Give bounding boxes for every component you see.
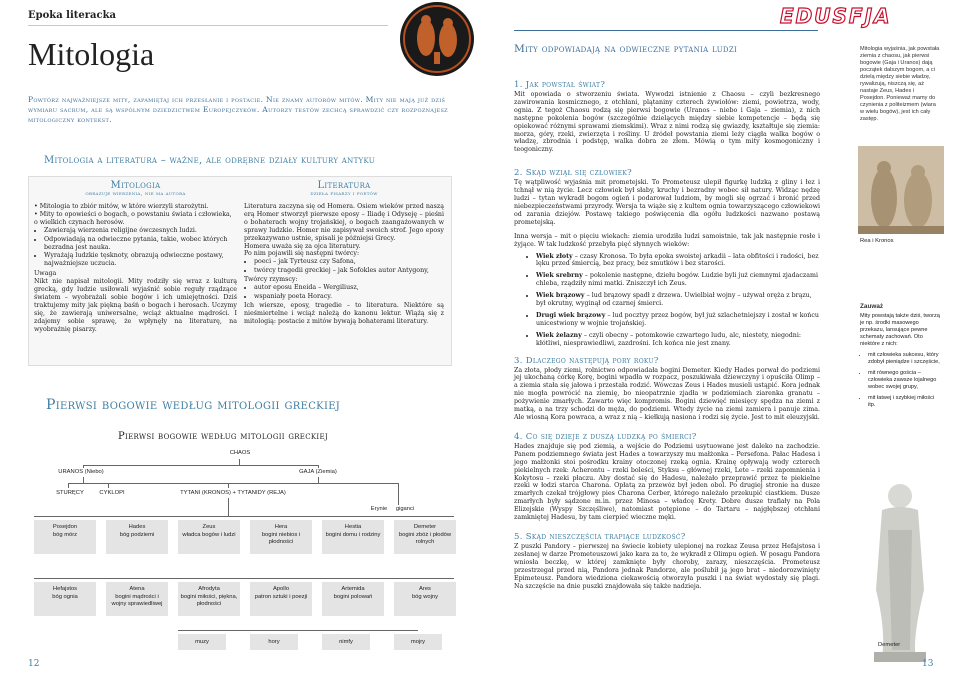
tree-node-erynie: Erynie [370, 506, 388, 512]
demeter-caption: Demeter [878, 642, 901, 648]
uwaga-heading: Zauważ [860, 303, 884, 310]
list-item: • twórcy tragedii greckiej – jak Sofokles autor Antygony, [254, 267, 444, 275]
literature-title: Literatura [317, 180, 371, 191]
tree-node-gen2-4 [322, 582, 384, 616]
tree-node-uranos: URANOS (Niebo) [58, 469, 104, 475]
tree-node-chaos: CHAOS [229, 450, 251, 456]
header-rule [28, 25, 388, 26]
tree-node-gen3-0 [178, 634, 226, 650]
tree-node-name: muzy [195, 639, 209, 645]
tree-node-name: Artemida [341, 586, 365, 592]
list-item: • Drugi wiek brązowy – lud pocztyy przez bogów, był już szlachetniejszy i został w końcu unicestwiony w wojnie trojańskiej. [536, 312, 820, 328]
demeter-image [852, 470, 946, 662]
main-column [514, 80, 820, 590]
section1-title: Mitologia a literatura – ważne, ale odrębne działy kultury antyku [44, 155, 375, 166]
mythology-subtitle: obrazuje wierzenia, nie ma autora [85, 191, 186, 197]
q3-heading: 3. Dlaczego następują pory roku? [514, 355, 659, 366]
page-title: Mitologia [28, 36, 155, 72]
q1-heading: 1. Jak powstał świat? [514, 80, 606, 90]
mythology-bullets [34, 227, 237, 269]
tree-node-cyklopi: CYKLOPI [99, 490, 125, 496]
tree-node-name: Hestia [344, 524, 362, 530]
uwaga-box [860, 303, 940, 410]
family-tree [28, 428, 460, 658]
side-note: Mitologia wyjaśnia, jak powstała ziemia z chaosu, jak pierwsi bogowie (Gaja i Uranos) dają początek dalszym bogom, a ci dzielą między siebie władzę, rywalizują, niszczą się, aż nastaje Zeus, Hades i Posejdon. Ponieważ mamy do czynienia z politeizmem (wiara w wielu bogów), jest ich cały zastęp. [860, 46, 940, 122]
tree-node-gen2-3 [250, 582, 312, 616]
page-number-left: 12 [28, 659, 40, 669]
tree-node-desc: bogini zbóż i płodów rolnych [398, 532, 452, 545]
tree-node-5 [394, 520, 456, 554]
uwaga-list [860, 352, 940, 409]
literature-p3: Po nim pojawili się następni twórcy: [244, 250, 360, 258]
tree-node-tytani: TYTANI (KRONOS) + TYTANIDY (REJA) [180, 490, 286, 496]
right-page [480, 0, 960, 673]
tree-node-name: Hefajstos [52, 586, 78, 592]
tree-node-desc: bogini domu i rodziny [325, 532, 381, 538]
list-item: • Wiek żelazny – czyli obecny – potomkowie czwartego ludu, alc, niestety, niegodni: kłótliwi, niesprawiedliwi, zazdrośni. Ich końca nie jest znany. [536, 332, 820, 348]
literature-p4: Twórcy rzymscy: [244, 276, 298, 284]
tree-node-2 [178, 520, 240, 554]
list-item: • Wiek brązowy – lud brązowy spadł z drzewa. Uwielbiał wojny – używał oręża z brązu, był okrutny, wyginął od czarnej śmierci. [536, 292, 820, 308]
tree-node-desc: bogini miłości, piękna, płodności [180, 594, 238, 607]
q1-text: Mit opowiada o stworzeniu świata. Wywodzi istnienie z Chaosu – czyli bezkresnego zawirowania kosmicznego, z otchłani, plątaniny czterech żywiołów: ziemi, powietrza, wody, ognia. Z tegoż Chaosu rodzą się pierwsi bogowie (Uranos – niebo i Gaja – ziemia), z nich następne pokolenia bogów (szczególnie dzielących między siebie kompetencje – będą się opiekować różnymi sprawami ziemskimi). Wraz z nimi rodzą się gwiazdy, kształtuje się ziemia: morza, góry, rzeki, zwierzęta i rośliny. U źródeł powstania ziemi leży ciągła walka bogów o władzę, zbrodnia i podstęp, walka dobra ze złem. Mówią o tym mity kosmogoniczny i teogoniczny. [514, 91, 820, 154]
tree-node-0 [34, 520, 96, 554]
mythology-column [34, 180, 237, 334]
rea-kronos-caption: Rea i Kronos [860, 238, 894, 244]
tree-node-4 [322, 520, 384, 554]
tree-node-name: nimfy [339, 639, 353, 645]
tree-node-name: Afrodyta [198, 586, 220, 592]
tree-node-gaja: GAJA (Ziemia) [299, 469, 337, 475]
tree-node-gen2-2 [178, 582, 240, 616]
q2-text: Tę wątpliwość wyjaśnia mit prometejski. To Prometeusz ulepił figurkę ludzką z gliny i łez i tchnął w nią życie. Lecz człowiek był słaby, kruchy i bezradny wobec sił natury. Widząc nędzę ludzi – tytan wykradł bogom ogień i podarował ludziom, by mogli się ogrzać i bronić przed niebezpieczeństwami przyrody. Wersja ta wiąże się z kultem ognia towarzyszącego człowiekowi od zarania dziejów. Postawę takiego poświęcenia dla ogółu ludzkości nazwano postawą prometejską. [514, 179, 820, 226]
list-item: • autor eposu Eneida – Wergiliusz, [254, 284, 444, 292]
q4-text: Hades znajduje się pod ziemią, a wejście do Podziemi usytuowane jest daleko na zachodzie. Panem podziemnego świata jest Hades a towarzyszy mu małżonka – Persefona. Pałac Hadesa i jego małżonki stoi pośrodku krainy otoczonej rzeką ognia. Krainę opływają wody czterech piekielnych rzek: Acherontu – rzeki boleści, Styksu – głównej rzeki, Lete – rzeki zapomnienia i Kokytosu – rzeki płaczu. Aby dostać się do Hadesu, należało przeprawić przez te piekielne rzeki w łodzi starca Charona. Opłatą za przewóz był jeden obol. Po drugiej stronie na dusze zmarłych czekał trójgłowy pies Charona Cerber, którego należało przekupić ciastkiem. Dusze zmarłych były sądzone m.in. przez Minosa – władcę Krety. Dobre dusze trafiały na Pola Elizejskie (Wyspy Szczęśliwe), natomiast potępione – do Tartaru – najgłębszej otchłani zamkniętej Hadesu, by tam cierpieć wieczne męki. [514, 442, 820, 522]
literature-p1: Literatura zaczyna się od Homera. Osiem wieków przed naszą erą Homer stworzył pierwsze eposy – Iliadę i Odyseję – pieśni o bohaterach wojny trojańskiej, o bogach zaangażowanych w sprawy ludzkie. Homer nie zapisywał swoich strof. Jego eposy przekazywano ustnie, spisali je późniejsi Grecy. [244, 203, 444, 242]
list-item: • mit równego gościa – człowieka zawsze lojalnego wobec swojej grupy, [868, 370, 940, 391]
q2-text2: Inna wersja – mit o pięciu wiekach: ziemia urodziła ludzi samoistnie, tak jak następnie rosłe i żyjące. W tak ludzkość przebyła pięć słynnych wieków: [514, 232, 820, 248]
tree-node-sturecy: STURĘCY [56, 490, 84, 496]
tree-node-desc: bogini mądrości i wojny sprawiedliwej [111, 594, 163, 607]
mythology-lead: • Mitologia to zbiór mitów, w które wierzyli starożytni. [34, 203, 209, 210]
tree-node-giganci: giganci [395, 506, 415, 512]
list-item: • Wiek srebrny – pokolenie następne, dziełu bogów. Ludzie byli już ciemnymi zjadaczami chleba, rządziły nimi matki. Zniszczył ich Zeus. [536, 272, 820, 288]
tree-node-gen3-1 [250, 634, 298, 650]
q5-text: Z puszki Pandory – pierwszej na świecie kobiety ulepionej na rozkaz Zeusa przez Hefajstosa i zesłanej w darze Prometeuszowi jako kara za to, że wykradł z Olimpu ogień. W posagu Pandora wniosła beczkę, w której zamknięte były choroby, zarazy, nieszczęścia. Prometeusz przestrzegał przed nią, Pandora jednak Pandorze, ale poślubił ją jego brat – niedorozwinięty Epimeteusz. Pandora wiedziona ciekawością otworzyła puszki i na świat wydostały się plagi. Na szczęście na dnie puszki znajdowała się także nadzieja. [514, 542, 820, 590]
q5-heading: 5. Skąd nieszczęścia trapiące ludzkość? [514, 531, 686, 542]
intro-text: Powtórz najważniejsze mity, zapamiętaj ich przesłanie i postacie. Nie znamy autorów mitów. Mity nie mają już dziś wymiaru sacrum, ale są wspólnym dziedzictwem Europejczyków. Autorzy testów zechcą sprawdzić czy rozpoznajesz mitologiczny kontekst. [28, 95, 448, 124]
list-item: • wspaniały poeta Horacy. [254, 293, 444, 301]
section-header: Epoka literacka [28, 10, 116, 21]
tree-node-name: hory [268, 639, 280, 645]
note-heading: Uwaga [34, 270, 57, 278]
section2-title: Pierwsi bogowie według mitologii greckiej [46, 397, 341, 413]
list-item: • mit człowieka sukcesu, który zdobył pieniądze i szczęście, [868, 352, 940, 366]
tree-node-desc: bóg mórz [52, 532, 78, 538]
right-title: Mity odpowiadają na odwieczne pytania ludzi [514, 43, 738, 55]
tree-node-desc: władca bogów i ludzi [182, 532, 236, 538]
q2-heading: 2. Skąd wziął się człowiek? [514, 168, 633, 179]
tree-node-name: Hades [128, 524, 146, 530]
list-item: • Wyrażają ludzkie tęsknoty, obrazują odwieczne postawy, najważniejsze uczucia. [44, 252, 237, 268]
list-item: • mit łatwej i szybkiej miłości itp. [868, 395, 940, 409]
note-text: Nikt nie napisał mitologii. Mity rodziły się wraz z kulturą grecką, gdy ludzie usiłowali wyjaśnić sobie reguły rządzące światem – wyobrażali sobie bogów i ich umiejętności. Dziś traktujemy mity jak piękną baśń o bogach i herosach. Uczymy się, że zawierają uniwersalne, wciąż aktualne mądrości. I zdajemy sobie sprawę, że wpłynęły na literaturę, na wyobraźnię pisarzy. [34, 278, 237, 333]
uwaga-text: Mity powstają także dziś, tworzą je np. środki masowego przekazu, lansujące pewne schematy zachowań. Oto niektóre z nich: [860, 313, 940, 347]
tree-node-name: mojry [410, 639, 426, 645]
tree-node-1 [106, 520, 168, 554]
tree-node-gen2-5 [394, 582, 456, 616]
header-rule-right [514, 30, 818, 31]
tree-node-desc: bogini polowań [333, 594, 373, 600]
tree-node-name: Hera [274, 524, 288, 530]
tree-node-name: Demeter [413, 524, 437, 530]
side-column [860, 46, 940, 123]
tree-node-desc: bogini niebios i płodności [261, 532, 301, 545]
tree-node-desc: bóg podziemi [119, 532, 155, 538]
literature-column [244, 180, 444, 326]
tree-node-gen3-2 [322, 634, 370, 650]
list-item: • poeci – jak Tyrteusz czy Safona, [254, 258, 444, 266]
tree-node-3 [250, 520, 312, 554]
list-item: • Wiek złoty – czasy Kronosa. To była epoka swoistej arkadii – lata obfitości i radości, bez lęku przed śmiercią, bez pracy, bez smutków i bez starości. [536, 253, 820, 269]
greek-vase-emblem [400, 2, 474, 76]
literature-p5: Ich wiersze, eposy, tragedie – to literatura. Niektóre są nieśmiertelne i wciąż należą do kanonu lektur. Wiążą się z mitologią: postacie z mitów bywają bohaterami literatury. [244, 301, 444, 325]
page-number-right: 13 [922, 659, 934, 669]
tree-title: Pierwsi bogowie według mitologii greckiej [118, 431, 328, 442]
literature-p2: Homera uważa się za ojca literatury. [244, 242, 361, 250]
rea-kronos-image [858, 146, 944, 234]
tree-node-name: Posejdon [52, 524, 78, 530]
tree-node-gen3-3 [394, 634, 442, 650]
brand-logo-text: EDUSFJA [780, 4, 892, 28]
q3-text: Za złota, płody ziemi, rolnictwo odpowiadała bogini Demeter. Kiedy Hades porwał do podziemi jej ukochaną córkę Korę, bogini wpadła w rozpacz, poszukiwała dziewczyny i opuściła Olimp – a ziemia stała się jałowa i przestała rodzić. Wówczas Zeus i Hades musieli ustąpić. Kora jednak nie mogła powrócić na ziemię, bo nieopatrznie zjadła w podziemiach ziarenka granatu – pożywienie zmarłych. Zawarto więc kompromis. Bogini dziewięć miesięcy spędza na ziemi z matką, a na trzy schodzi do męża, do podziemi. Wtedy życie na ziemi zamiera i panuje zima. Ale wiosną Kora powraca, a wraz z nią – kiełkują nasiona i rodzi się życie. Jest to mit eleuzyjski. [514, 366, 820, 421]
tree-node-name: Atena [129, 586, 145, 592]
tree-node-desc: bóg wojny [411, 594, 439, 600]
tree-node-desc: patron sztuki i poezji [254, 594, 308, 600]
tree-node-desc: bóg ognia [52, 594, 78, 600]
tree-node-gen2-0 [34, 582, 96, 616]
mythology-lead2: • Mity to opowieści o bogach, o powstaniu świata i człowieka, o wielkich czynach herosów. [34, 210, 232, 226]
tree-node-name: Zeus [202, 524, 216, 530]
literature-list1 [244, 258, 444, 275]
mythology-title: Mitologia [110, 180, 161, 191]
list-item: • Zawierają wierzenia religijne ówczesnych ludzi. [44, 227, 237, 235]
tree-node-name: Ares [419, 586, 431, 592]
tree-node-name: Apollo [272, 586, 290, 592]
literature-list2 [244, 284, 444, 301]
ages-list [514, 253, 820, 348]
brand-logo [780, 4, 938, 26]
literature-subtitle: dzieła pisarzy i poetów [310, 191, 378, 197]
list-item: • Odpowiadają na odwieczne pytania, takie, wobec których bezradna jest nauka. [44, 236, 237, 252]
tree-node-gen2-1 [106, 582, 168, 616]
q4-heading: 4. Co się dzieje z duszą ludzką po śmierci? [514, 431, 697, 442]
